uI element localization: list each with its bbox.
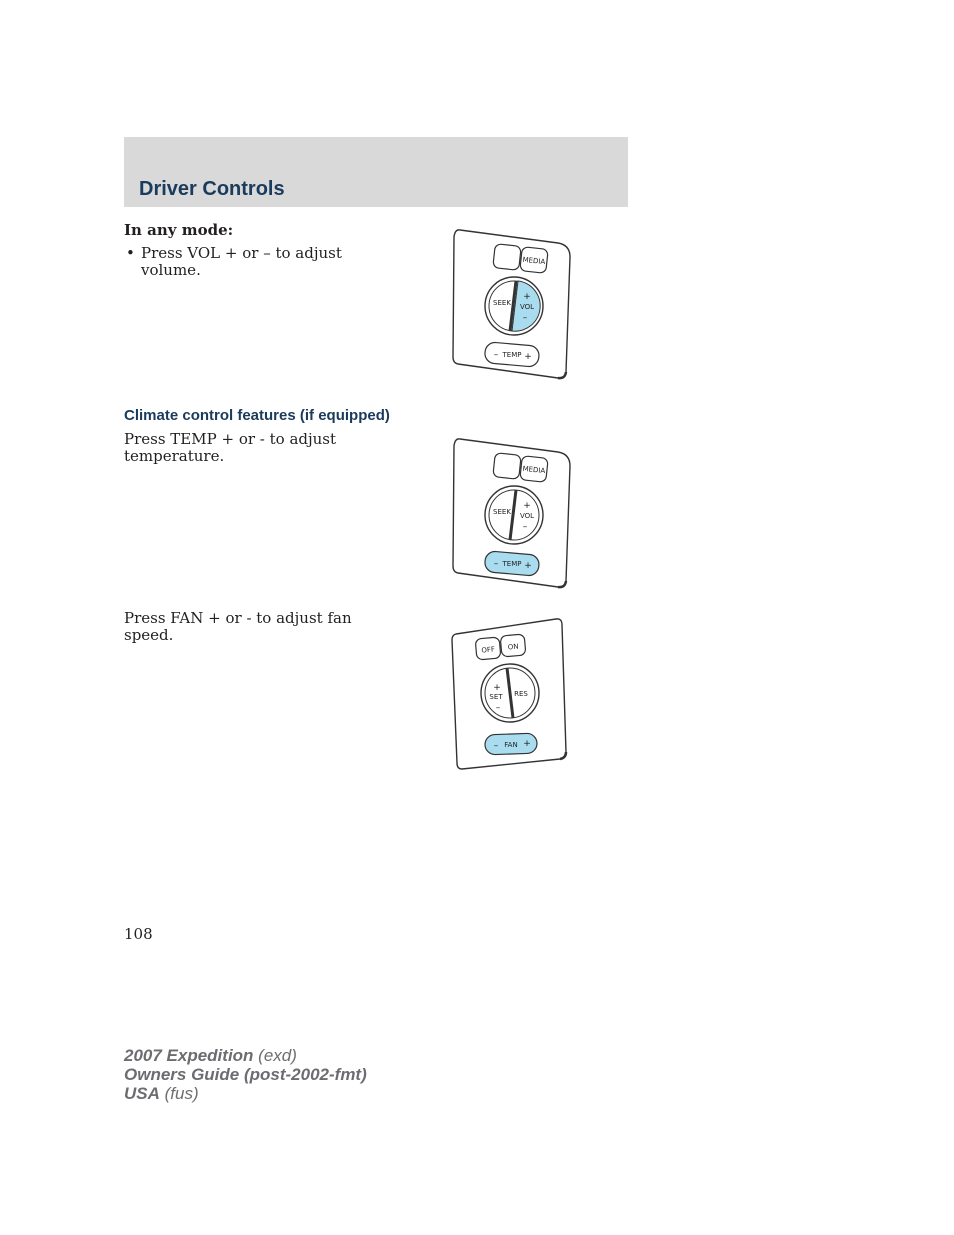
fan-text-line2: speed. bbox=[124, 626, 174, 644]
media-label: MEDIA bbox=[522, 464, 546, 476]
blank-button bbox=[493, 244, 521, 271]
radio-controls-vol-figure bbox=[450, 226, 574, 382]
fan-instructions bbox=[124, 610, 352, 644]
temp-minus: – bbox=[493, 350, 499, 360]
vol-text-line1: Press VOL + or – to adjust bbox=[141, 244, 342, 262]
chapter-title: Driver Controls bbox=[139, 178, 285, 200]
fan-minus: – bbox=[493, 741, 499, 751]
vol-minus: – bbox=[522, 522, 528, 532]
fan-text-line1: Press FAN + or - to adjust fan bbox=[124, 609, 352, 627]
temp-label: TEMP bbox=[502, 560, 522, 568]
set-plus: + bbox=[493, 683, 501, 693]
temp-text-line2: temperature. bbox=[124, 447, 225, 465]
fan-plus: + bbox=[523, 739, 531, 749]
climate-controls-fan-figure bbox=[450, 616, 574, 772]
footer-model: 2007 Expedition bbox=[124, 1046, 254, 1065]
document-footer bbox=[124, 1046, 367, 1103]
fan-label: FAN bbox=[504, 741, 518, 749]
vol-label: VOL bbox=[519, 303, 535, 311]
footer-market: USA bbox=[124, 1084, 160, 1103]
on-label: ON bbox=[507, 642, 519, 652]
bullet-marker: • bbox=[126, 244, 135, 262]
footer-model-code: (exd) bbox=[253, 1046, 297, 1065]
media-label: MEDIA bbox=[522, 255, 546, 267]
off-label: OFF bbox=[481, 645, 496, 655]
seek-label: SEEK bbox=[493, 508, 511, 516]
temp-label: TEMP bbox=[502, 351, 522, 359]
footer-guide: Owners Guide (post-2002-fmt) bbox=[124, 1065, 367, 1084]
radio-controls-temp-figure bbox=[450, 435, 574, 591]
climate-heading: Climate control features (if equipped) bbox=[124, 407, 390, 424]
vol-bullet bbox=[124, 245, 342, 279]
footer-market-code: (fus) bbox=[159, 1084, 199, 1103]
temp-plus: + bbox=[524, 352, 532, 362]
temp-text-line1: Press TEMP + or - to adjust bbox=[124, 430, 337, 448]
vol-plus: + bbox=[523, 501, 531, 511]
temp-instructions bbox=[124, 431, 336, 465]
temp-minus: – bbox=[493, 559, 499, 569]
page-number: 108 bbox=[124, 925, 153, 943]
chapter-header bbox=[124, 137, 628, 207]
vol-text-line2: volume. bbox=[141, 261, 201, 279]
vol-plus: + bbox=[523, 292, 531, 302]
seek-label: SEEK bbox=[493, 299, 511, 307]
set-label: SET bbox=[489, 693, 503, 701]
vol-instructions bbox=[124, 222, 342, 279]
set-minus: – bbox=[495, 703, 501, 713]
vol-label: VOL bbox=[519, 512, 535, 520]
blank-button bbox=[493, 453, 521, 480]
res-label: RES bbox=[514, 690, 528, 698]
vol-minus: – bbox=[522, 313, 528, 323]
mode-heading: In any mode: bbox=[124, 221, 234, 239]
temp-plus: + bbox=[524, 561, 532, 571]
